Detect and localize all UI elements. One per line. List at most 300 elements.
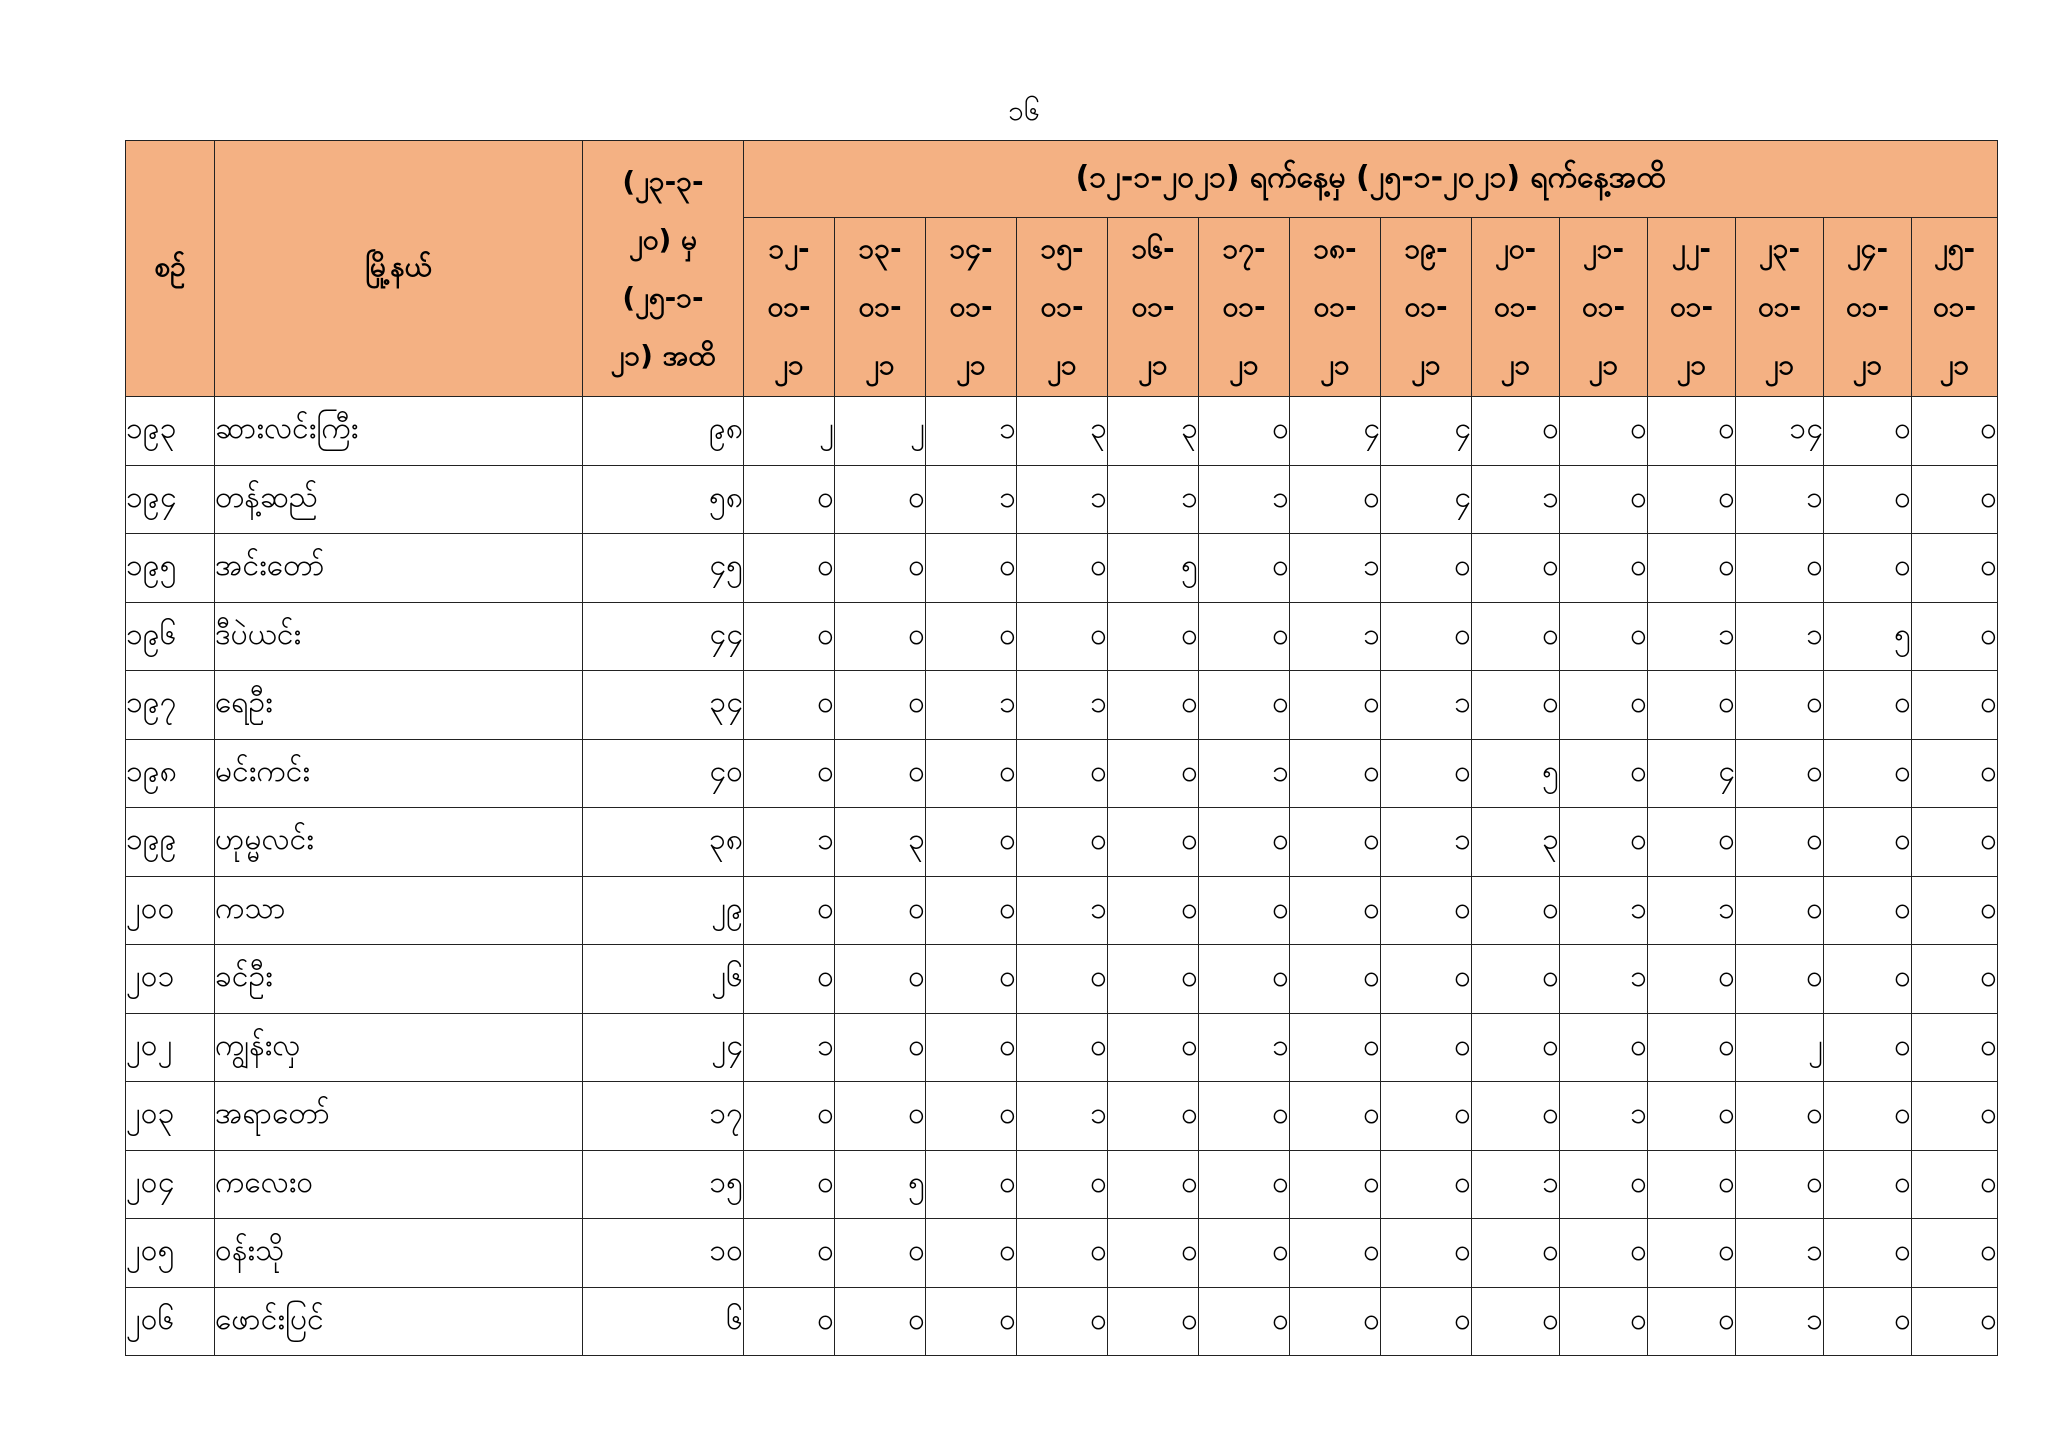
table-row [126,534,1998,603]
daily-count-cell: ၀ [926,534,1017,603]
daily-count-cell: ၀ [835,1219,926,1288]
header-date-part: ၁၅- [1040,232,1084,265]
daily-count-cell: ၁ [926,671,1017,740]
daily-count-cell: ၀ [1108,1287,1199,1356]
serial-cell: ၁၉၇ [126,671,215,740]
header-date [835,218,926,397]
cumulative-cell: ၄၀ [583,739,744,808]
daily-count-cell: ၀ [1381,534,1472,603]
daily-count-cell: ၀ [1648,534,1736,603]
daily-count-cell: ၀ [1290,945,1381,1014]
daily-count-cell: ၀ [1290,1287,1381,1356]
daily-count-cell: ၁ [1017,876,1108,945]
daily-count-cell: ၀ [1290,1219,1381,1288]
daily-count-cell: ၃ [1017,397,1108,466]
daily-count-cell: ၀ [1912,1219,1998,1288]
daily-count-cell: ၀ [1912,876,1998,945]
daily-count-cell: ၀ [926,1013,1017,1082]
daily-count-cell: ၀ [744,671,835,740]
daily-count-cell: ၀ [1648,397,1736,466]
daily-count-cell: ၄ [1648,739,1736,808]
township-cell: ဖောင်းပြင် [215,1287,583,1356]
header-date [1472,218,1560,397]
daily-count-cell: ၀ [926,808,1017,877]
township-cell: ဟုမ္မလင်း [215,808,583,877]
daily-count-cell: ၀ [1199,397,1290,466]
serial-cell: ၂၀၃ [126,1082,215,1151]
daily-count-cell: ၁ [744,808,835,877]
daily-count-cell: ၀ [1199,1082,1290,1151]
daily-count-cell: ၀ [1290,465,1381,534]
daily-count-cell: ၅ [1108,534,1199,603]
header-date-part: ၁၆- [1131,232,1175,265]
daily-count-cell: ၀ [1381,1219,1472,1288]
table-row [126,1219,1998,1288]
daily-count-cell: ၀ [1824,534,1912,603]
table-header [126,141,1998,397]
daily-count-cell: ၀ [1912,534,1998,603]
daily-count-cell: ၀ [744,1082,835,1151]
daily-count-cell: ၀ [835,945,926,1014]
daily-count-cell: ၁ [926,465,1017,534]
daily-count-cell: ၀ [1472,876,1560,945]
daily-count-cell: ၀ [1017,1013,1108,1082]
daily-count-cell: ၀ [1108,808,1199,877]
daily-count-cell: ၀ [835,876,926,945]
serial-cell: ၁၉၅ [126,534,215,603]
daily-count-cell: ၀ [1912,1013,1998,1082]
daily-count-cell: ၀ [1736,1082,1824,1151]
daily-count-cell: ၀ [835,465,926,534]
daily-count-cell: ၀ [1648,1082,1736,1151]
header-date-part: ၂၁ [1047,348,1077,381]
daily-count-cell: ၀ [1108,1150,1199,1219]
serial-cell: ၁၉၉ [126,808,215,877]
daily-count-cell: ၁ [1560,1082,1648,1151]
table-row [126,1013,1998,1082]
header-date-part: ၂၁ [1676,348,1707,381]
serial-cell: ၁၉၆ [126,602,215,671]
table-row [126,876,1998,945]
daily-count-cell: ၀ [1648,671,1736,740]
daily-count-cell: ၀ [1824,397,1912,466]
daily-count-cell: ၀ [744,534,835,603]
serial-cell: ၁၉၃ [126,397,215,466]
daily-count-cell: ၀ [1017,808,1108,877]
header-date-part: ၂၁ [1939,348,1970,381]
daily-count-cell: ၀ [1108,1219,1199,1288]
table-row [126,671,1998,740]
daily-count-cell: ၀ [1560,739,1648,808]
daily-count-cell: ၁ [1108,465,1199,534]
daily-count-cell: ၀ [1199,534,1290,603]
header-date-part: ၂၁ [1229,348,1259,381]
daily-count-cell: ၀ [1017,1150,1108,1219]
daily-count-cell: ၀ [1648,945,1736,1014]
daily-count-cell: ၀ [1472,1013,1560,1082]
serial-cell: ၂၀၁ [126,945,215,1014]
table-body [126,397,1998,1356]
daily-count-cell: ၁၄ [1736,397,1824,466]
daily-count-cell: ၀ [926,1082,1017,1151]
daily-count-cell: ၀ [1108,1013,1199,1082]
daily-count-cell: ၀ [835,739,926,808]
header-date-part: ၂၅- [1933,232,1976,265]
daily-count-cell: ၀ [1017,1287,1108,1356]
daily-count-cell: ၀ [1912,945,1998,1014]
daily-count-cell: ၀ [926,945,1017,1014]
daily-count-cell: ၀ [1290,808,1381,877]
daily-count-cell: ၀ [1290,671,1381,740]
daily-count-cell: ၀ [835,534,926,603]
table-row [126,1082,1998,1151]
daily-count-cell: ၀ [1108,945,1199,1014]
header-date-part: ၀၁- [1222,290,1266,323]
daily-count-cell: ၀ [1912,1287,1998,1356]
cumulative-cell: ၂၉ [583,876,744,945]
daily-count-cell: ၄ [1381,465,1472,534]
daily-count-cell: ၀ [1648,1150,1736,1219]
cumulative-cell: ၁၀ [583,1219,744,1288]
daily-count-cell: ၀ [1912,602,1998,671]
daily-count-cell: ၀ [1472,534,1560,603]
daily-count-cell: ၀ [1560,602,1648,671]
township-cell: ကသာ [215,876,583,945]
header-date-part: ၂၁ [1411,348,1441,381]
daily-count-cell: ၀ [1290,1150,1381,1219]
header-date-part: ၂၁ [1500,348,1531,381]
township-cell: ရေဦး [215,671,583,740]
daily-count-cell: ၀ [1824,739,1912,808]
daily-count-cell: ၁ [1736,602,1824,671]
serial-cell: ၂၀၆ [126,1287,215,1356]
daily-count-cell: ၀ [1560,1013,1648,1082]
header-date-part: ၀၁- [767,290,811,323]
daily-count-cell: ၄ [1381,397,1472,466]
daily-count-cell: ၀ [1912,397,1998,466]
daily-count-cell: ၃ [1472,808,1560,877]
daily-count-cell: ၀ [1381,739,1472,808]
daily-count-cell: ၀ [1381,1013,1472,1082]
daily-count-cell: ၀ [1199,876,1290,945]
header-date-part: ၂၁ [1852,348,1883,381]
table-row [126,1287,1998,1356]
daily-count-cell: ၀ [1199,1219,1290,1288]
daily-count-cell: ၀ [1017,602,1108,671]
header-date [1381,218,1472,397]
township-cell: ကျွန်းလှ [215,1013,583,1082]
daily-count-cell: ၁ [1648,876,1736,945]
daily-count-cell: ၀ [1648,808,1736,877]
daily-count-cell: ၀ [1824,876,1912,945]
cumulative-cell: ၉၈ [583,397,744,466]
header-date-part: ၀၁- [1493,290,1538,323]
header-date-part: ၂၁ [956,348,986,381]
daily-count-cell: ၀ [1648,1013,1736,1082]
township-cell: အင်းတော် [215,534,583,603]
daily-count-cell: ၀ [1912,465,1998,534]
daily-count-cell: ၀ [835,1013,926,1082]
daily-count-cell: ၀ [1912,1150,1998,1219]
header-date-part: ၀၁- [1581,290,1626,323]
daily-count-cell: ၀ [1824,1150,1912,1219]
header-date-part: ၀၁- [949,290,993,323]
daily-count-cell: ၀ [1381,876,1472,945]
daily-count-cell: ၁ [1290,534,1381,603]
daily-count-cell: ၀ [1472,397,1560,466]
table-row [126,602,1998,671]
daily-count-cell: ၀ [744,945,835,1014]
header-date [1824,218,1912,397]
serial-cell: ၂၀၅ [126,1219,215,1288]
daily-count-cell: ၀ [1472,1082,1560,1151]
header-date-part: ၀၁- [1313,290,1357,323]
cumulative-cell: ၄၅ [583,534,744,603]
daily-count-cell: ၀ [1108,671,1199,740]
cumulative-cell: ၆ [583,1287,744,1356]
daily-count-cell: ၀ [1736,945,1824,1014]
daily-count-cell: ၅ [835,1150,926,1219]
cumulative-cell: ၁၇ [583,1082,744,1151]
header-date [1736,218,1824,397]
daily-count-cell: ၁ [1017,465,1108,534]
daily-count-cell: ၀ [1560,1219,1648,1288]
daily-count-cell: ၀ [1560,1150,1648,1219]
daily-count-cell: ၀ [1560,534,1648,603]
table-row [126,808,1998,877]
daily-count-cell: ၄ [1290,397,1381,466]
daily-count-cell: ၂ [835,397,926,466]
daily-count-cell: ၀ [1017,945,1108,1014]
header-date-part: ၂၁ [774,348,804,381]
daily-count-cell: ၀ [1824,671,1912,740]
daily-count-cell: ၁ [744,1013,835,1082]
daily-count-cell: ၀ [1736,808,1824,877]
daily-count-cell: ၀ [926,739,1017,808]
header-date-part: ၂၁- [1582,232,1625,265]
daily-count-cell: ၀ [835,602,926,671]
header-date [1912,218,1998,397]
daily-count-cell: ၁ [1736,1219,1824,1288]
township-cell: ကလေးဝ [215,1150,583,1219]
daily-count-cell: ၀ [1017,1219,1108,1288]
daily-count-cell: ၁ [1381,671,1472,740]
daily-count-cell: ၀ [1108,739,1199,808]
daily-count-cell: ၁ [1736,465,1824,534]
header-date-part: ၁၂- [768,232,810,265]
daily-count-cell: ၀ [1108,876,1199,945]
daily-count-cell: ၀ [1824,1013,1912,1082]
header-date-part: ၁၄- [949,232,993,265]
township-cell: တန့်ဆည် [215,465,583,534]
serial-cell: ၂၀၄ [126,1150,215,1219]
daily-count-cell: ၁ [1560,945,1648,1014]
daily-count-cell: ၀ [1736,876,1824,945]
header-date-part: ၂၁ [1764,348,1795,381]
header-date-part: ၀၁- [1845,290,1890,323]
header-date [1108,218,1199,397]
header-serial: စဉ် [126,141,215,397]
page-number: ၁၆ [1008,94,1040,127]
daily-count-cell: ၁ [1736,1287,1824,1356]
header-date-part: ၂၁ [1588,348,1619,381]
daily-count-cell: ၀ [1199,1150,1290,1219]
daily-count-cell: ၁ [1199,739,1290,808]
daily-count-cell: ၁ [1648,602,1736,671]
header-cumulative-line: (၂၃-၃- [622,164,704,198]
table-row [126,739,1998,808]
daily-count-cell: ၀ [1472,671,1560,740]
daily-count-cell: ၃ [835,808,926,877]
daily-count-cell: ၅ [1472,739,1560,808]
header-cumulative-line: (၂၅-၁- [622,280,704,314]
daily-count-cell: ၀ [1648,1287,1736,1356]
header-date-part: ၀၁- [1404,290,1448,323]
daily-count-cell: ၀ [835,1082,926,1151]
daily-count-cell: ၀ [1199,808,1290,877]
daily-count-cell: ၂ [744,397,835,466]
header-date [1648,218,1736,397]
township-cell: အရာတော် [215,1082,583,1151]
daily-count-cell: ၁ [1381,808,1472,877]
daily-count-cell: ၀ [1648,1219,1736,1288]
daily-count-cell: ၃ [1108,397,1199,466]
daily-count-cell: ၀ [1560,397,1648,466]
daily-count-cell: ၀ [1560,671,1648,740]
daily-count-cell: ၀ [1736,671,1824,740]
daily-count-cell: ၀ [1824,1219,1912,1288]
daily-count-cell: ၁ [1017,671,1108,740]
header-date-part: ၂၁ [1138,348,1168,381]
daily-count-cell: ၀ [1824,465,1912,534]
table-row [126,1150,1998,1219]
daily-count-cell: ၀ [1472,945,1560,1014]
header-date-part: ၂၃- [1758,232,1801,265]
daily-count-cell: ၀ [1017,534,1108,603]
daily-count-cell: ၀ [1290,1082,1381,1151]
daily-count-cell: ၀ [835,1287,926,1356]
daily-count-cell: ၀ [1824,1082,1912,1151]
daily-count-cell: ၀ [1199,602,1290,671]
daily-count-cell: ၀ [744,739,835,808]
header-date [1017,218,1108,397]
header-date-part: ၂၂- [1671,232,1712,265]
header-date-range: (၁၂-၁-၂၀၂၁) ရက်နေ့မှ (၂၅-၁-၂၀၂၁) ရက်နေ့အထိ [744,141,1998,218]
daily-count-cell: ၁ [1199,1013,1290,1082]
daily-count-cell: ၁ [926,397,1017,466]
serial-cell: ၁၉၈ [126,739,215,808]
daily-count-cell: ၀ [1472,602,1560,671]
daily-count-cell: ၀ [1912,1082,1998,1151]
header-date-part: ၀၁- [1757,290,1802,323]
header-date [1199,218,1290,397]
daily-count-cell: ၀ [1912,739,1998,808]
daily-count-cell: ၁ [1472,1150,1560,1219]
table-row [126,945,1998,1014]
daily-count-cell: ၂ [1736,1013,1824,1082]
daily-count-cell: ၀ [835,671,926,740]
daily-count-cell: ၀ [1381,602,1472,671]
daily-count-cell: ၀ [1736,534,1824,603]
daily-count-cell: ၀ [1017,739,1108,808]
header-date-part: ၂၁ [1320,348,1350,381]
header-date-part: ၂၁ [865,348,895,381]
township-cell: ဒီပဲယင်း [215,602,583,671]
daily-count-cell: ၀ [1736,1150,1824,1219]
daily-count-cell: ၀ [1736,739,1824,808]
daily-count-cell: ၀ [1824,1287,1912,1356]
daily-count-cell: ၀ [744,876,835,945]
header-date-part: ၂၀- [1494,232,1537,265]
daily-count-cell: ၅ [1824,602,1912,671]
header-date-part: ၀၁- [858,290,902,323]
daily-count-cell: ၀ [744,1219,835,1288]
daily-count-cell: ၀ [744,602,835,671]
header-date-part: ၀၁- [1932,290,1977,323]
daily-count-cell: ၀ [1290,876,1381,945]
header-date [1290,218,1381,397]
serial-cell: ၂၀၂ [126,1013,215,1082]
township-cell: ဝန်းသို [215,1219,583,1288]
header-date [926,218,1017,397]
daily-count-cell: ၀ [1199,945,1290,1014]
daily-count-cell: ၀ [1824,945,1912,1014]
daily-count-cell: ၀ [1381,1150,1472,1219]
cumulative-cell: ၁၅ [583,1150,744,1219]
daily-count-cell: ၀ [1824,808,1912,877]
daily-count-cell: ၀ [1912,671,1998,740]
header-date-part: ၁၉- [1404,232,1448,265]
serial-cell: ၁၉၄ [126,465,215,534]
daily-count-cell: ၀ [744,1287,835,1356]
daily-count-cell: ၀ [1648,465,1736,534]
township-cell: ဆားလင်းကြီး [215,397,583,466]
cumulative-cell: ၂၄ [583,1013,744,1082]
header-date-part: ၂၄- [1846,232,1889,265]
daily-count-cell: ၀ [744,465,835,534]
daily-count-cell: ၀ [1108,602,1199,671]
daily-count-cell: ၁ [1199,465,1290,534]
daily-count-cell: ၀ [926,602,1017,671]
table-row [126,465,1998,534]
daily-count-cell: ၀ [926,1287,1017,1356]
township-cell: ခင်ဦး [215,945,583,1014]
cumulative-cell: ၂၆ [583,945,744,1014]
daily-count-cell: ၀ [1108,1082,1199,1151]
header-date [744,218,835,397]
daily-count-cell: ၁ [1472,465,1560,534]
daily-count-cell: ၀ [744,1150,835,1219]
header-date-part: ၁၈- [1313,232,1357,265]
header-cumulative-line: ၂၁) အထိ [610,338,716,372]
header-date-part: ၁၇- [1222,232,1266,265]
table-row [126,397,1998,466]
daily-count-cell: ၀ [1912,808,1998,877]
daily-count-cell: ၀ [926,1150,1017,1219]
daily-count-cell: ၁ [1017,1082,1108,1151]
daily-count-cell: ၀ [1381,1082,1472,1151]
daily-count-cell: ၀ [926,1219,1017,1288]
daily-count-cell: ၀ [1199,671,1290,740]
cumulative-cell: ၃၈ [583,808,744,877]
township-cell: မင်းကင်း [215,739,583,808]
header-cumulative [583,141,744,397]
header-township: မြို့နယ် [215,141,583,397]
daily-count-cell: ၀ [926,876,1017,945]
header-cumulative-line: ၂၀) မှ [628,222,698,256]
header-date-part: ၁၃- [858,232,902,265]
daily-count-cell: ၀ [1472,1219,1560,1288]
